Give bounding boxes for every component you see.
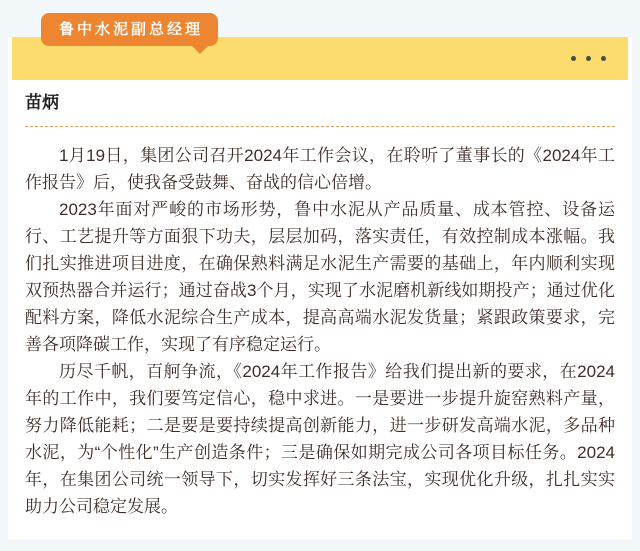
badge-tail-pointer xyxy=(191,45,209,54)
paragraph: 1月19日，集团公司召开2024年工作会议，在聆听了董事长的《2024年工作报告》后，使我备受鼓舞、奋战的信心倍增。 xyxy=(25,146,615,192)
ellipsis-icon xyxy=(586,56,591,61)
ellipsis-icon xyxy=(601,56,606,61)
author-name: 苗炳 xyxy=(25,93,59,112)
article-body xyxy=(25,142,615,520)
article-container xyxy=(8,93,632,520)
paragraph: 2023年面对严峻的市场形势，鲁中水泥从产品质量、成本管控、设备运行、工艺提升等方面狠下功夫，层层加码，落实责任，有效控制成本涨幅。我们扎实推进项目进度，在确保熟料满足水泥生产需要的基础上，年内顺利实现双预热器合并运行；通过奋战3个月，实现了水泥磨机新线如期投产；通过优化配料方案，降低水泥综合生产成本，提高高端水泥发货量；紧跟政策要求，完善各项降碳工作，实现了有序稳定运行。 xyxy=(25,200,615,354)
content-card xyxy=(8,37,632,539)
ellipsis-icon xyxy=(571,56,576,61)
role-badge xyxy=(41,13,218,46)
more-menu-button[interactable] xyxy=(571,56,628,61)
paragraph: 历尽千帆，百舸争流，《2024年工作报告》给我们提出新的要求，在2024年的工作中，我们要笃定信心，稳中求进。一是要进一步提升旋窑熟料产量，努力降低能耗；二是要是要持续提高创新能力，进一步研发高端水泥，多品种水泥，为“个性化”生产创造条件；三是确保如期完成公司各项目标任务。2024年，在集团公司统一领导下，切实发挥好三条法宝，实现优化升级，扎扎实实助力公司稳定发展。 xyxy=(25,362,615,516)
role-badge-label: 鲁中水泥副总经理 xyxy=(59,21,204,38)
dashed-divider xyxy=(25,126,615,127)
